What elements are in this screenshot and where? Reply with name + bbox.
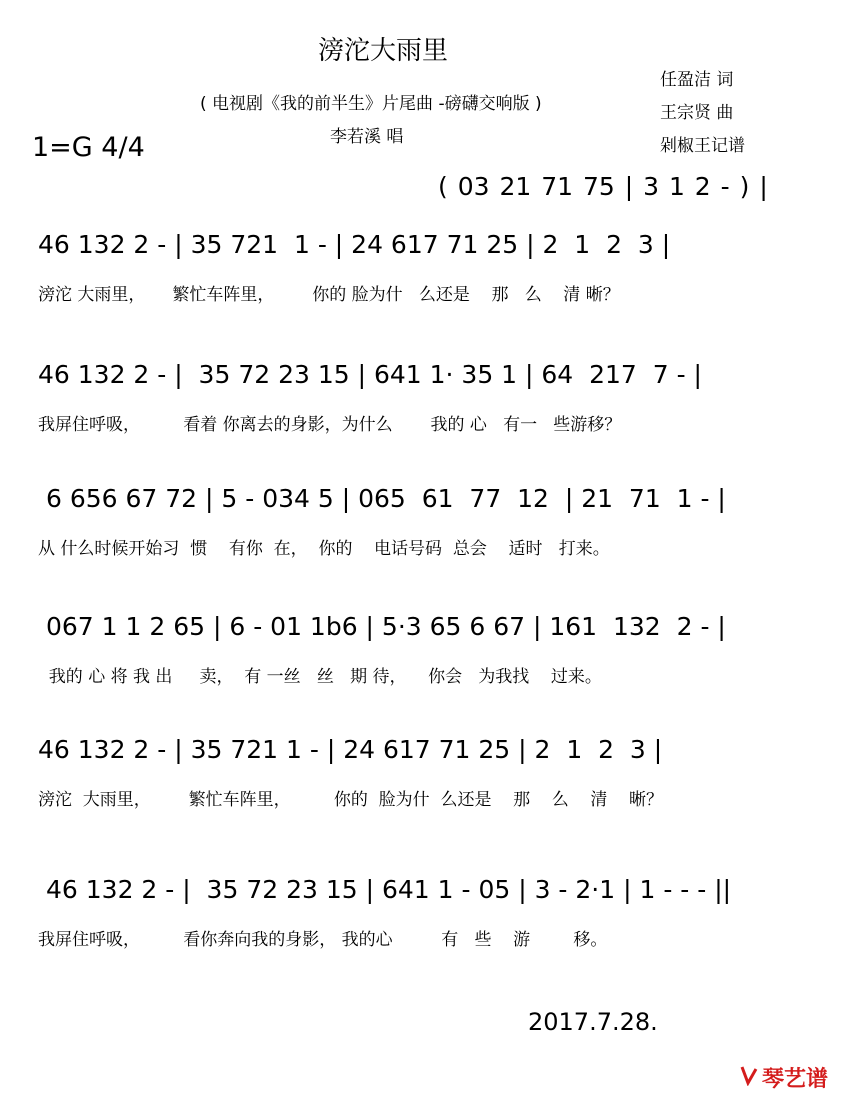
lyrics-line: 我的 心 将 我 出 卖， 有 一丝 丝 期 待， 你会 为我找 过来。 bbox=[38, 667, 602, 687]
notes-line: 6 656 67 72 | 5 - 034 5 | 065 61 77 12 | 21 71 1 - | bbox=[46, 484, 726, 513]
transcriber-credit: 剁椒王记谱 bbox=[660, 136, 745, 156]
watermark-text: 琴艺谱 bbox=[762, 1067, 829, 1092]
lyrics-line: 我屏住呼吸， 看你奔向我的身影， 我的心 有 些 游 移。 bbox=[38, 930, 608, 950]
notes-line: 46 132 2 - | 35 72 23 15 | 641 1 - 05 | 3 - 2·1 | 1 - - - || bbox=[46, 875, 732, 904]
song-title: 滂沱大雨里 bbox=[318, 36, 449, 66]
notes-line: 46 132 2 - | 35 72 23 15 | 641 1· 35 1 | 64 217 7 - | bbox=[38, 360, 702, 389]
key-signature: 1=G 4/4 bbox=[32, 132, 145, 163]
singer-credit: 李若溪 唱 bbox=[330, 127, 404, 147]
intro-notes: ( 03 21 71 75 | 3 1 2 - ) | bbox=[438, 172, 768, 201]
lyrics-line: 我屏住呼吸， 看着 你离去的身影，为什么 我的 心 有一 些游移？ bbox=[38, 415, 622, 435]
lyrics-line: 从 什么时候开始习 惯 有你 在， 你的 电话号码 总会 适时 打来。 bbox=[38, 539, 610, 559]
notes-line: 067 1 1 2 65 | 6 - 01 1b6 | 5·3 65 6 67 | 161 132 2 - | bbox=[46, 612, 726, 641]
notes-line: 46 132 2 - | 35 721 1 - | 24 617 71 25 | 2 1 2 3 | bbox=[38, 230, 671, 259]
lyrics-line: 滂沱 大雨里， 繁忙车阵里， 你的 脸为什 么还是 那 么 清 晰？ bbox=[38, 790, 663, 810]
music-note-icon bbox=[738, 1064, 760, 1092]
date-stamp: 2017.7.28. bbox=[528, 1008, 658, 1036]
notes-line: 46 132 2 - | 35 721 1 - | 24 617 71 25 | 2 1 2 3 | bbox=[38, 735, 663, 764]
song-subtitle: ( 电视剧《我的前半生》片尾曲 -磅礴交响版 ) bbox=[200, 94, 542, 114]
lyricist-credit: 任盈洁 词 bbox=[660, 70, 734, 90]
composer-credit: 王宗贤 曲 bbox=[660, 103, 734, 123]
watermark-logo bbox=[738, 1062, 828, 1093]
lyrics-line: 滂沱 大雨里， 繁忙车阵里， 你的 脸为什 么还是 那 么 清 晰？ bbox=[38, 285, 620, 305]
